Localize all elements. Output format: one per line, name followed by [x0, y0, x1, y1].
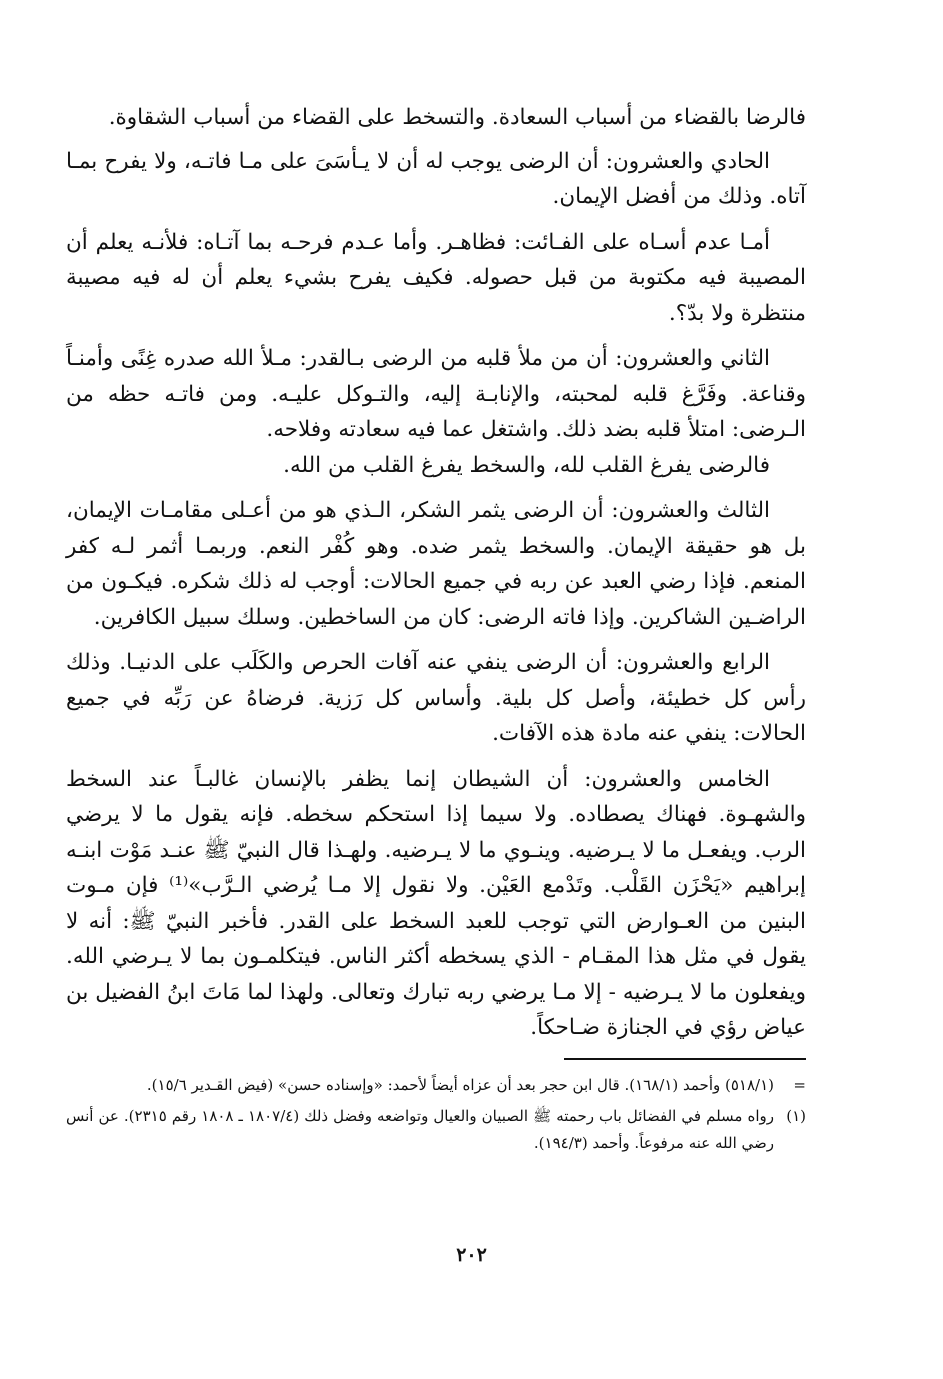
- paragraph-text: فالرضا بالقضاء من أسباب السعادة. والتسخط على القضاء من أسباب الشقاوة.: [108, 105, 806, 130]
- paragraph-text: الثالث والعشرون: أن الرضى يثمر الشكر، الـذي هو من أعـلى مقامـات الإيمان، بل هو حقيقة الإيمان. والسخط يثمر ضده. وهو كُفْر النعم. وربمـا أثمر لـه كفر المنعم. فإذا رضي العبد عن ربه في جميع الحالات: أوجب له ذلك شكره. فيكـون من الراضـين الشاكرين. وإذا فاته الرضى: كان من الساخطين. وسلك سبيل الكافرين.: [66, 498, 806, 630]
- page-number: ٢٠٢: [456, 1244, 487, 1266]
- footnote-continued: [66, 1072, 806, 1099]
- page-body: [66, 100, 806, 1161]
- paragraph-twenty-second: [66, 341, 806, 483]
- paragraph-text: الثاني والعشرون: أن من ملأ قلبه من الرضى بـالقدر: مـلأ الله صدره غِنًى وأمنـاً وقناعة. وفَرَّغ قلبه لمحبته، والإنابـة إليه، والتـوكل عليـه. ومن فاتـه حظه من الـرضى: امتلأ قلبه بضد ذلك. واشتغل عما فيه سعادته وفلاحه.: [66, 346, 806, 442]
- paragraph-text: الحادي والعشرون: أن الرضى يوجب له أن لا يـأسَىَ على مـا فاتـه، ولا يفرح بمـا آتاه. وذلك من أفضل الإيمان.: [66, 148, 806, 209]
- paragraph-twenty-fifth: [66, 762, 806, 1046]
- footnote-separator: [564, 1058, 806, 1060]
- paragraph-text: أمـا عدم أسـاه على الفـائت: فظاهـر. وأما عـدم فرحـه بما آتـاه: فلأنـه يعلم أن المصيبة فيه مكتوبة من قبل حصوله. فكيف يفرح بشيء يعلم أن له فيه مصيبة منتظرة ولا بدّ؟.: [66, 229, 806, 326]
- footnote-continuation-mark: =: [793, 1075, 806, 1094]
- footnote-text: رواه مسلم في الفضائل باب رحمته ﷺ الصبيان والعيال وتواضعه وفضل ذلك (١٨٠٧/٤ ـ ١٨٠٨ رقم ٢٣١٥). عن أنس رضي الله عنه مرفوعاً. وأحمد (١٩٤/٣).: [66, 1106, 775, 1152]
- paragraph-intro: [66, 100, 806, 136]
- paragraph-conclusion-line: فالرضى يفرغ القلب لله، والسخط يفرغ القلب من الله.: [283, 452, 770, 478]
- footnotes: [66, 1072, 806, 1157]
- footnote-1: [66, 1103, 806, 1157]
- paragraph-twenty-fourth: [66, 645, 806, 752]
- paragraph-grief-and-joy: [66, 225, 806, 332]
- paragraph-text: الخامس والعشرون: أن الشيطان إنما يظفر بالإنسان غالبـاً عند السخط والشهـوة. فهناك يصطاده. ولا سيما إذا استحكم سخطه. فإنه يقول ما لا يرضي الرب. ويفعـل ما لا يـرضيه. وينـوي ما لا يـرضيه. ولهـذا قال النبيّ ﷺ عنـد مَوْت ابنـه إبراهيم «يَحْزَن القَلْب. وتَدْمع العَيْن. ولا نقول إلا مـا يُرضي الـرَّب»⁽¹⁾ فإن مـوت البنين من العـوارض التي توجب للعبد السخط على القدر. فأخبر النبيّ ﷺ: أنه لا يقول في مثل هذا المقـام - الذي يسخطه أكثر الناس. فيتكلمـون بما لا يـرضي الله. ويفعلون ما لا يـرضيه - إلا مـا يرضي ربه تبارك وتعالى. ولهذا لما مَاتَ ابنُ الفضيل بن عياض رؤي في الجنازة ضـاحكاً.: [66, 766, 806, 1040]
- footnote-text: (٥١٨/١) وأحمد (١٦٨/١). قال ابن حجر بعد أن عزاه أيضاً لأحمد: «وإسناده حسن» (فيض القـدير ١٥/٦).: [146, 1075, 774, 1094]
- paragraph-text: الرابع والعشرون: أن الرضى ينفي عنه آفات الحرص والكَلَب على الدنيـا. وذلك رأس كل خطيئة، وأصل كل بلية. وأساس كل رَزية. فرضاهُ عن رَبِّه في جميع الحالات: ينفي عنه مادة هذه الآفات.: [66, 650, 806, 746]
- paragraph-twenty-third: [66, 493, 806, 635]
- paragraph-twenty-first: [66, 144, 806, 215]
- footnote-number: (١): [786, 1106, 806, 1125]
